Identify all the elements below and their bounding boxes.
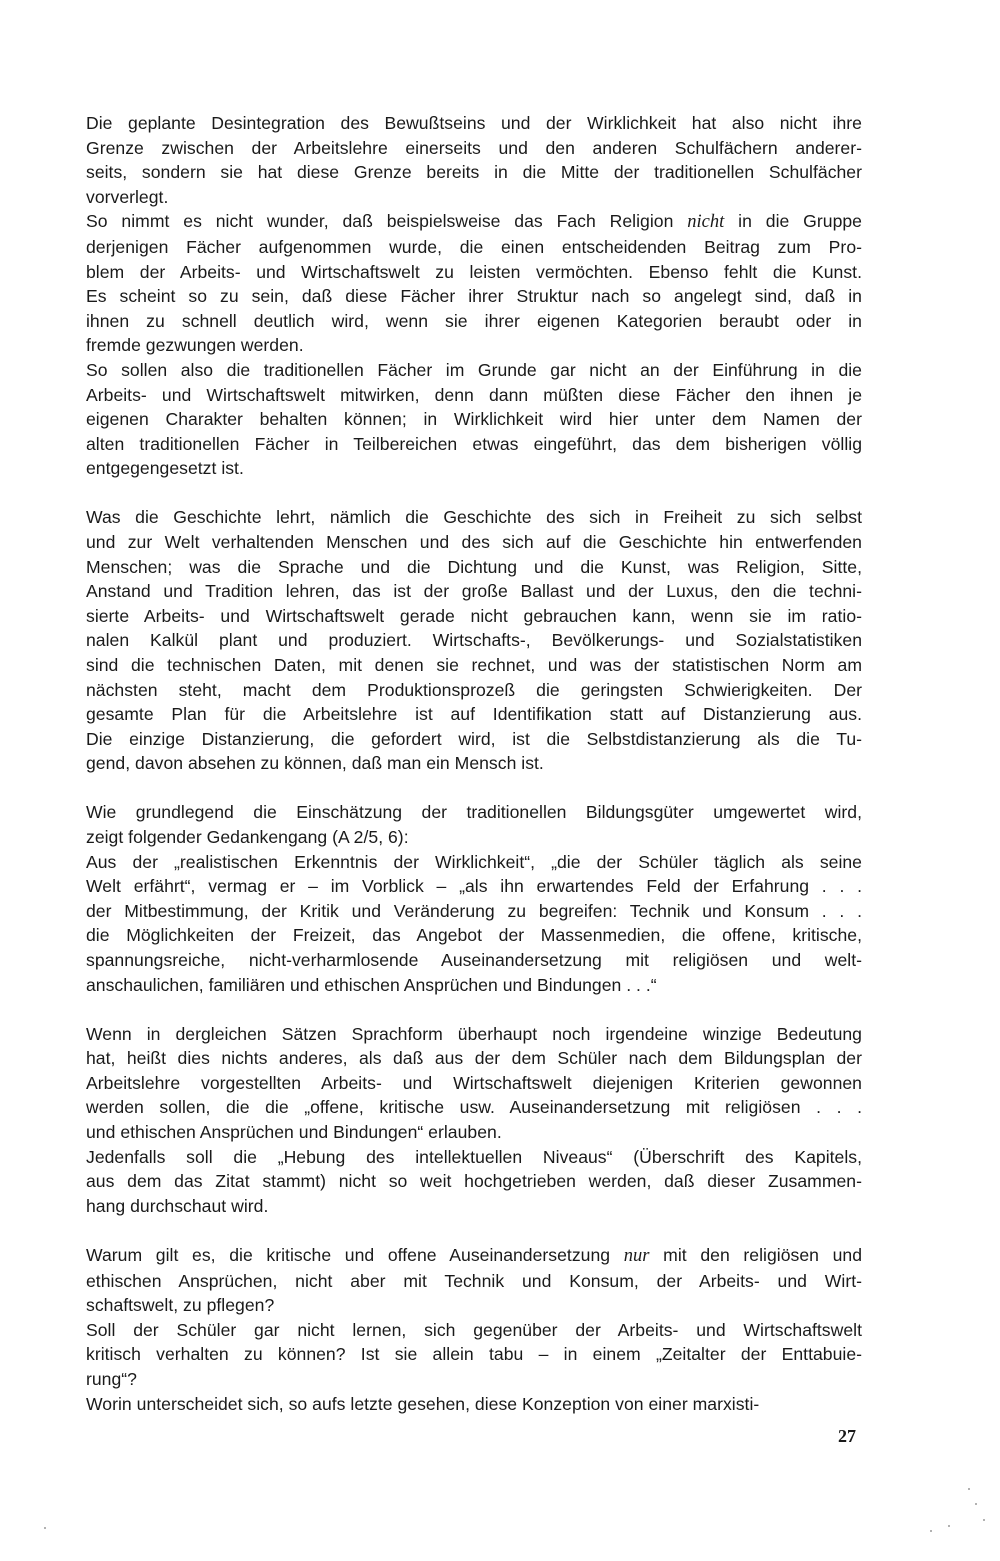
text-line: spannungsreiche, nicht-verharmlosende Auseinandersetzung mit religiösen und welt- — [86, 950, 862, 970]
scan-speckle — [968, 1488, 970, 1490]
text-line: ethischen Ansprüchen, nicht aber mit Technik und Konsum, der Arbeits- und Wirt- — [86, 1270, 862, 1291]
paragraph — [86, 1318, 862, 1392]
text-line: alten traditionellen Fächer in Teilbereichen etwas eingeführt, das dem bisherigen völlig — [86, 433, 862, 454]
paragraph — [86, 111, 862, 209]
text-line: Arbeitslehre vorgestellten Arbeits- und Wirtschaftswelt diejenigen Kriterien gewonnen — [86, 1072, 862, 1093]
text-line: aus dem das Zitat stammt) nicht so weit hochgetrieben werden, daß dieser Zusammen- — [86, 1171, 862, 1192]
text-line: Jedenfalls soll die „Hebung des intellektuellen Niveaus“ (Überschrift des Kapitels, — [86, 1146, 862, 1167]
text-line: Wie grundlegend die Einschätzung der traditionellen Bildungsgüter umgewertet wird, — [86, 802, 862, 823]
text-line: gend, davon absehen zu können, daß man ein Mensch ist. — [86, 753, 544, 774]
scan-speckle — [948, 1525, 950, 1527]
text-line: eigenen Charakter behalten können; in Wirklichkeit wird hier unter dem Namen der — [86, 409, 862, 430]
text-line: fremde gezwungen werden. — [86, 335, 304, 356]
text-line: seits, sondern sie hat diese Grenze bereits in die Mitte der traditionellen Schulfächer — [86, 162, 862, 183]
text-line: vorverlegt. — [86, 186, 169, 207]
text-line: gesamte Plan für die Arbeitslehre ist auf Identifikation statt auf Distanzierung aus. — [86, 704, 862, 725]
text-line: nalen Kalkül plant und produziert. Wirtschafts-, Bevölkerungs- und Sozialstatistiken — [86, 630, 862, 651]
scan-speckle — [44, 1527, 46, 1529]
paragraph — [86, 800, 862, 849]
scan-speckle — [930, 1530, 932, 1532]
scan-speckle — [983, 1519, 985, 1521]
text-line: Anstand und Tradition lehren, das ist der große Ballast und der Luxus, den die techni- — [86, 581, 862, 602]
text-line: Die einzige Distanzierung, die gefordert wird, ist die Selbstdistanzierung als die Tu- — [86, 728, 862, 749]
paragraph — [86, 505, 862, 776]
text-line: Die geplante Desintegration des Bewußtseins und der Wirklichkeit hat also nicht ihre — [86, 113, 862, 133]
text-line: werden sollen, die die „offene, kritische usw. Auseinandersetzung mit religiösen . . . — [86, 1097, 862, 1118]
text-line: Welt erfährt“, vermag er – im Vorblick – „als ihn erwartendes Feld der Erfahrung . . . — [86, 876, 862, 897]
paragraph — [86, 358, 862, 481]
emphasis: nicht — [687, 212, 725, 233]
text-line: Grenze zwischen der Arbeitslehre einerseits und den anderen Schulfächern anderer- — [86, 137, 862, 158]
text-line: Worin unterscheidet sich, so aufs letzte gesehen, diese Konzeption von einer marxisti- — [86, 1393, 760, 1414]
scan-speckle — [975, 1503, 977, 1505]
paragraph — [86, 1022, 862, 1145]
text-line: zeigt folgender Gedankengang (A 2/5, 6): — [86, 827, 409, 848]
text-line: sind die technischen Daten, mit denen sie rechnet, und was der statistischen Norm am — [86, 654, 862, 675]
text-line: So sollen also die traditionellen Fächer im Grunde gar nicht an der Einführung in die — [86, 359, 862, 380]
text-line: So nimmt es nicht wunder, daß beispielsweise das Fach Religion nicht in die Gruppe — [86, 211, 862, 233]
text-line: Es scheint so zu sein, daß diese Fächer ihrer Struktur nach so angelegt sind, daß in — [86, 286, 862, 307]
text-line: und zur Welt verhaltenden Menschen und des sich auf die Geschichte hin entwerfenden — [86, 532, 862, 552]
text-line: ihnen zu schnell deutlich wird, wenn sie ihrer eigenen Kategorien beraubt oder in — [86, 310, 862, 331]
text-line: nächsten steht, macht dem Produktionsprozeß die geringsten Schwierigkeiten. Der — [86, 679, 862, 700]
paragraph — [86, 1392, 862, 1417]
paragraph — [86, 1243, 862, 1318]
text-line: kritisch verhalten zu können? Ist sie allein tabu – in einem „Zeitalter der Enttabuie- — [86, 1344, 862, 1365]
text-line: derjenigen Fächer aufgenommen wurde, die einen entscheidenden Beitrag zum Pro- — [86, 236, 862, 257]
text-line: schaftswelt, zu pflegen? — [86, 1295, 275, 1316]
text-line: entgegengesetzt ist. — [86, 458, 244, 479]
text-line: Soll der Schüler gar nicht lernen, sich gegenüber der Arbeits- und Wirtschaftswelt — [86, 1319, 862, 1340]
text-line: Arbeits- und Wirtschaftswelt mitwirken, denn dann müßten diese Fächer den ihnen je — [86, 384, 862, 405]
text-line: Wenn in dergleichen Sätzen Sprachform überhaupt noch irgendeine winzige Bedeutung — [86, 1023, 862, 1044]
text-line: anschaulichen, familiären und ethischen Ansprüchen und Bindungen . . .“ — [86, 974, 657, 995]
text-line: Aus der „realistischen Erkenntnis der Wirklichkeit“, „die der Schüler täglich als seine — [86, 851, 862, 872]
text-line: und ethischen Ansprüchen und Bindungen“ erlauben. — [86, 1122, 502, 1143]
paragraph — [86, 1145, 862, 1219]
text-line: der Mitbestimmung, der Kritik und Veränderung zu begreifen: Technik und Konsum . . . — [86, 900, 862, 921]
text-line: die Möglichkeiten der Freizeit, das Angebot der Massenmedien, die offene, kritische, — [86, 925, 862, 946]
paragraph — [86, 850, 862, 998]
text-line: blem der Arbeits- und Wirtschaftswelt zu leisten vermöchten. Ebenso fehlt die Kunst. — [86, 261, 862, 282]
text-line: Warum gilt es, die kritische und offene Auseinandersetzung nur mit den religiösen und — [86, 1244, 863, 1266]
emphasis: nur — [623, 1245, 650, 1266]
text-line: Menschen; was die Sprache und die Dichtung und die Kunst, was Religion, Sitte, — [86, 556, 862, 577]
text-line: hat, heißt dies nichts anderes, als daß aus der dem Schüler nach dem Bildungsplan der — [86, 1048, 862, 1069]
text-line: Was die Geschichte lehrt, nämlich die Geschichte des sich in Freiheit zu sich selbst — [86, 507, 862, 528]
text-line: sierte Arbeits- und Wirtschaftswelt gerade nicht gebrauchen kann, wenn sie im ratio- — [86, 605, 862, 626]
text-body — [86, 111, 862, 1451]
text-line: rung“? — [86, 1368, 137, 1389]
text-line: hang durchschaut wird. — [86, 1195, 269, 1216]
paragraph — [86, 209, 862, 358]
page-number: 27 — [838, 1426, 856, 1446]
